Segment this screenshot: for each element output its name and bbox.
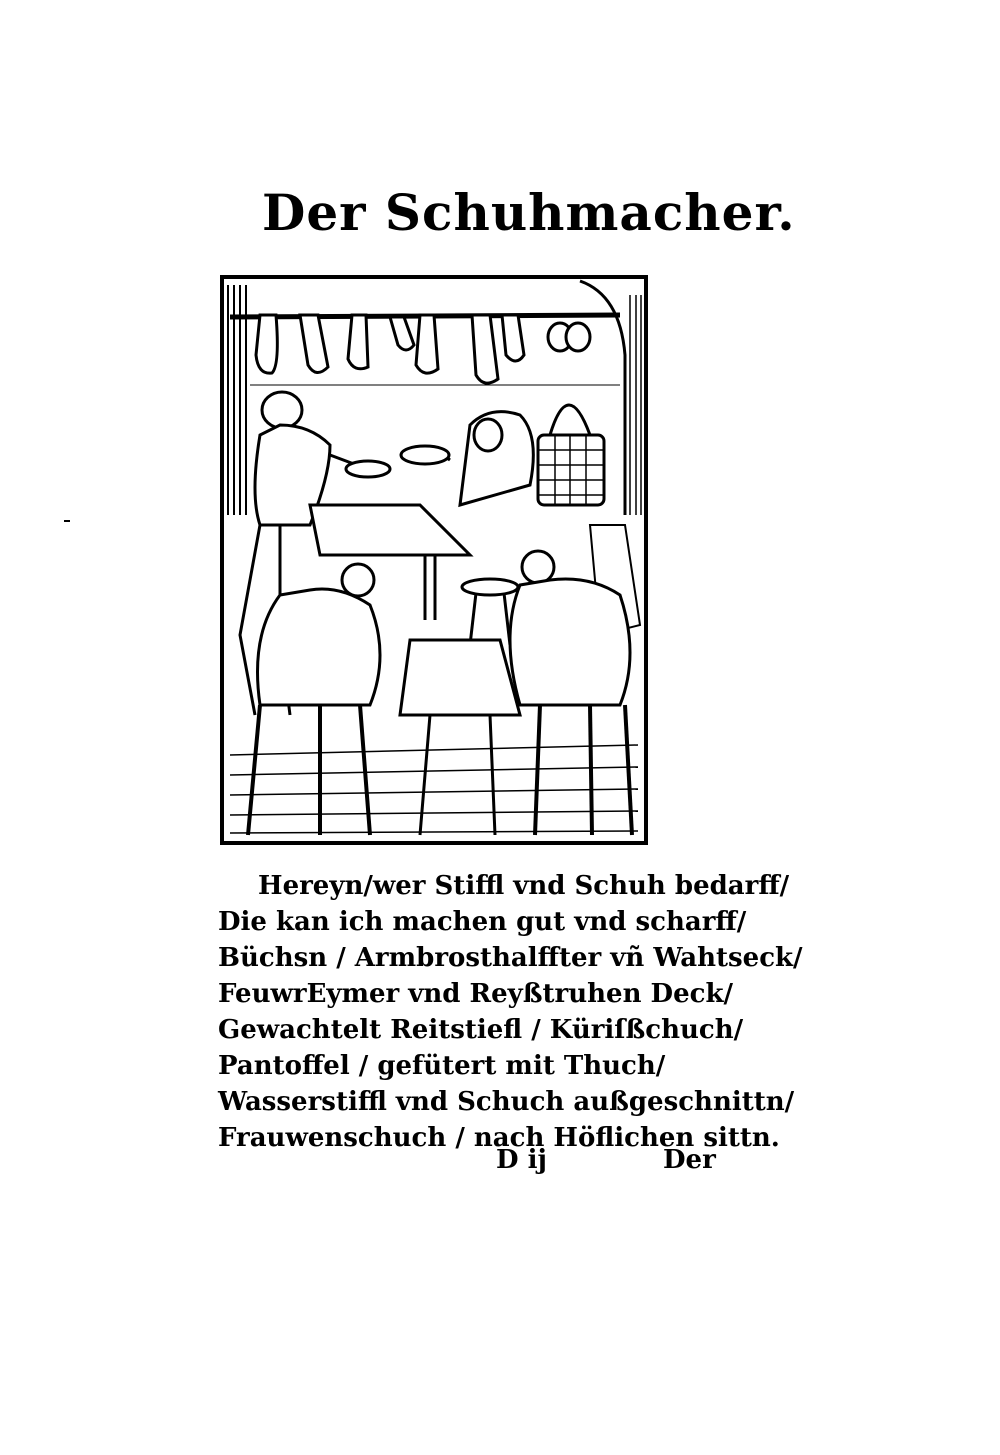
stray-ink-mark	[64, 520, 70, 522]
page-title: Der Schuhmacher.	[262, 183, 796, 242]
verse-line-8: Frauwenschuch / nach Höflichen sittn.	[218, 1123, 780, 1153]
verse-block	[218, 868, 803, 1156]
page-footer	[218, 1145, 718, 1185]
signature-mark: D ij	[496, 1145, 547, 1175]
verse-line-7: Wasserstiffl vnd Schuch außgeschnittn/	[218, 1087, 795, 1117]
woodcut-shoemaker-workshop	[220, 275, 648, 845]
verse-line-2: Die kan ich machen gut vnd scharff/	[218, 907, 747, 937]
catchword: Der	[663, 1145, 716, 1175]
verse-line-6: Pantoffel / gefütert mit Thuch/	[218, 1051, 666, 1081]
verse-line-3: Büchsn / Armbrosthalffter vñ Wahtseck/	[218, 943, 803, 973]
verse-line-1: Hereyn/wer Stiffl vnd Schuh bedarff/	[258, 871, 790, 901]
verse-line-4: FeuwrEymer vnd Reyßtruhen Deck/	[218, 979, 733, 1009]
woodcut-illustration	[220, 275, 648, 845]
verse-line-5: Gewachtelt Reitstiefl / Küriſßchuch/	[218, 1015, 744, 1045]
